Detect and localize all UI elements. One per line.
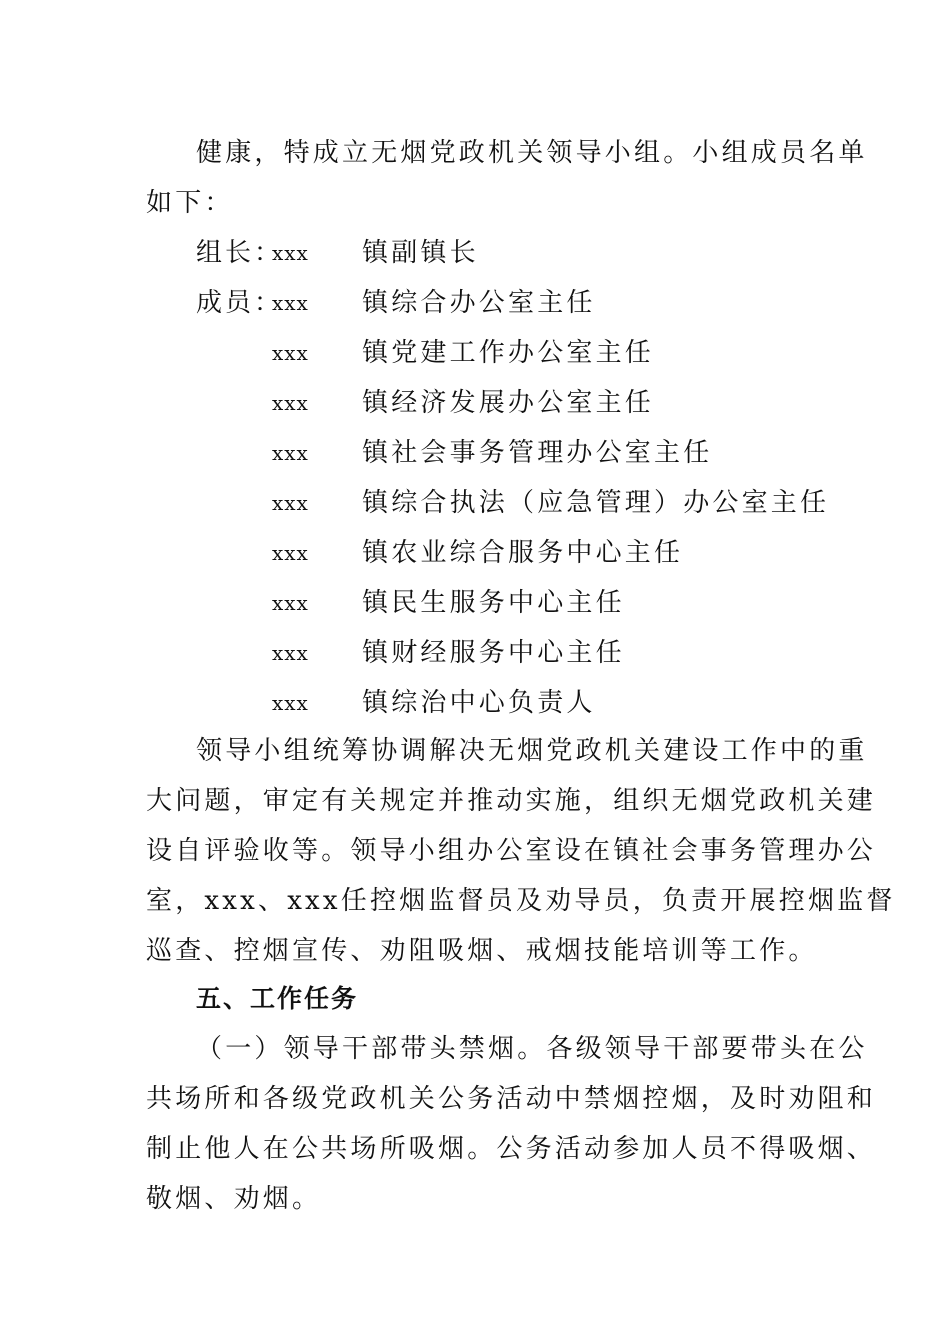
member-post: 镇财经服务中心主任 [362,638,625,668]
duties-line-4: 室，xxx、xxx任控烟监督员及劝导员，负责开展控烟监督 [146,886,896,916]
member-post: 镇社会事务管理办公室主任 [362,438,713,468]
duties-line-1: 领导小组统筹协调解决无烟党政机关建设工作中的重 [196,736,868,766]
intro-line-1: 健康，特成立无烟党政机关领导小组。小组成员名单 [196,138,868,168]
duties-line-5: 巡查、控烟宣传、劝阻吸烟、戒烟技能培训等工作。 [146,936,818,966]
task-line-3: 制止他人在公共场所吸烟。公务活动参加人员不得吸烟、 [146,1134,877,1164]
section-heading: 五、工作任务 [196,984,359,1013]
duties-line-3: 设自评验收等。领导小组办公室设在镇社会事务管理办公 [146,836,877,866]
member-post: 镇综合办公室主任 [362,288,596,318]
member-name: xxx [272,241,309,265]
member-role: 成员： [196,288,284,318]
member-role: 组长： [196,238,284,268]
member-name: xxx [272,491,309,515]
member-name: xxx [272,641,309,665]
member-post: 镇经济发展办公室主任 [362,388,655,418]
member-post: 镇副镇长 [362,238,479,268]
member-name: xxx [272,391,309,415]
task-line-2: 共场所和各级党政机关公务活动中禁烟控烟，及时劝阻和 [146,1084,877,1114]
member-post: 镇综治中心负责人 [362,688,596,718]
task-line-1: （一）领导干部带头禁烟。各级领导干部要带头在公 [196,1034,868,1064]
intro-line-2: 如下： [146,188,234,218]
member-name: xxx [272,591,309,615]
member-post: 镇民生服务中心主任 [362,588,625,618]
member-post: 镇党建工作办公室主任 [362,338,655,368]
member-name: xxx [272,341,309,365]
member-post: 镇农业综合服务中心主任 [362,538,684,568]
task-line-4: 敬烟、劝烟。 [146,1184,322,1214]
member-name: xxx [272,541,309,565]
duties-line-2: 大问题，审定有关规定并推动实施，组织无烟党政机关建 [146,786,877,816]
member-name: xxx [272,691,309,715]
member-name: xxx [272,291,309,315]
member-name: xxx [272,441,309,465]
member-post: 镇综合执法（应急管理）办公室主任 [362,488,830,518]
